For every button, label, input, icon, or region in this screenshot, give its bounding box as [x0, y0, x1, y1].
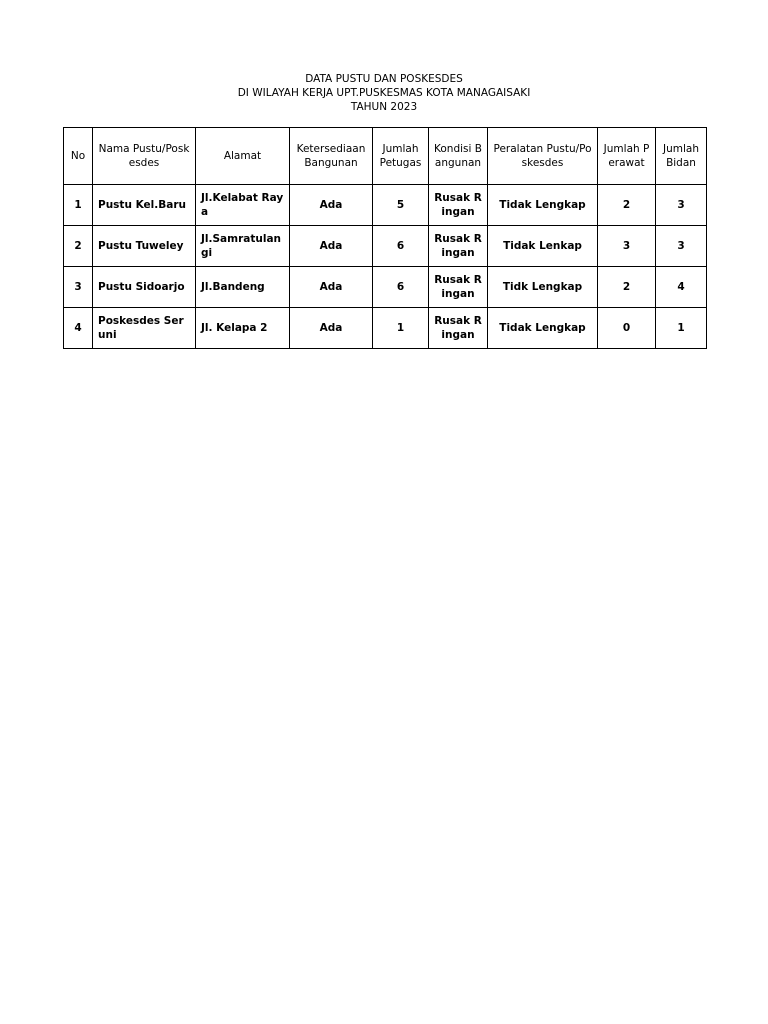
- header-perawat: Jumlah Perawat: [598, 128, 656, 185]
- cell-peralatan: Tidak Lengkap: [488, 185, 598, 226]
- cell-peralatan: Tidak Lengkap: [488, 308, 598, 349]
- title-line-3: TAHUN 2023: [350, 101, 418, 113]
- table-row: [64, 226, 707, 267]
- cell-ketersediaan: Ada: [290, 185, 373, 226]
- cell-bidan: 3: [656, 185, 707, 226]
- cell-peralatan: Tidak Lenkap: [488, 226, 598, 267]
- cell-petugas: 6: [373, 226, 429, 267]
- cell-bidan: 4: [656, 267, 707, 308]
- pustu-table: [63, 127, 707, 349]
- cell-ketersediaan: Ada: [290, 267, 373, 308]
- cell-nama: Pustu Sidoarjo: [93, 267, 196, 308]
- cell-kondisi: Rusak Ringan: [429, 226, 488, 267]
- title-line-1: DATA PUSTU DAN POSKESDES: [305, 73, 463, 85]
- cell-kondisi: Rusak Ringan: [429, 267, 488, 308]
- header-nama: Nama Pustu/Poskesdes: [93, 128, 196, 185]
- cell-bidan: 3: [656, 226, 707, 267]
- cell-alamat: Jl.Kelabat Raya: [196, 185, 290, 226]
- cell-petugas: 5: [373, 185, 429, 226]
- cell-nama: Pustu Tuweley: [93, 226, 196, 267]
- title-line-2: DI WILAYAH KERJA UPT.PUSKESMAS KOTA MANAGAISAKI: [237, 87, 531, 99]
- cell-bidan: 1: [656, 308, 707, 349]
- cell-kondisi: Rusak Ringan: [429, 185, 488, 226]
- cell-no: 2: [64, 226, 93, 267]
- cell-alamat: Jl. Kelapa 2: [196, 308, 290, 349]
- table-row: [64, 308, 707, 349]
- cell-perawat: 0: [598, 308, 656, 349]
- cell-nama: Poskesdes Seruni: [93, 308, 196, 349]
- cell-peralatan: Tidk Lengkap: [488, 267, 598, 308]
- header-peralatan: Peralatan Pustu/Poskesdes: [488, 128, 598, 185]
- cell-no: 4: [64, 308, 93, 349]
- cell-no: 3: [64, 267, 93, 308]
- cell-perawat: 3: [598, 226, 656, 267]
- cell-ketersediaan: Ada: [290, 308, 373, 349]
- cell-perawat: 2: [598, 267, 656, 308]
- table-row: [64, 185, 707, 226]
- cell-alamat: Jl.Bandeng: [196, 267, 290, 308]
- table-header-row: [64, 128, 707, 185]
- header-kondisi: Kondisi Bangunan: [429, 128, 488, 185]
- header-no: No: [64, 128, 93, 185]
- cell-kondisi: Rusak Ringan: [429, 308, 488, 349]
- cell-petugas: 6: [373, 267, 429, 308]
- header-ketersediaan: Ketersediaan Bangunan: [290, 128, 373, 185]
- header-alamat: Alamat: [196, 128, 290, 185]
- document-title: [0, 72, 768, 114]
- cell-nama: Pustu Kel.Baru: [93, 185, 196, 226]
- cell-perawat: 2: [598, 185, 656, 226]
- header-bidan: Jumlah Bidan: [656, 128, 707, 185]
- cell-ketersediaan: Ada: [290, 226, 373, 267]
- header-petugas: Jumlah Petugas: [373, 128, 429, 185]
- cell-no: 1: [64, 185, 93, 226]
- table-row: [64, 267, 707, 308]
- cell-alamat: Jl.Samratulangi: [196, 226, 290, 267]
- cell-petugas: 1: [373, 308, 429, 349]
